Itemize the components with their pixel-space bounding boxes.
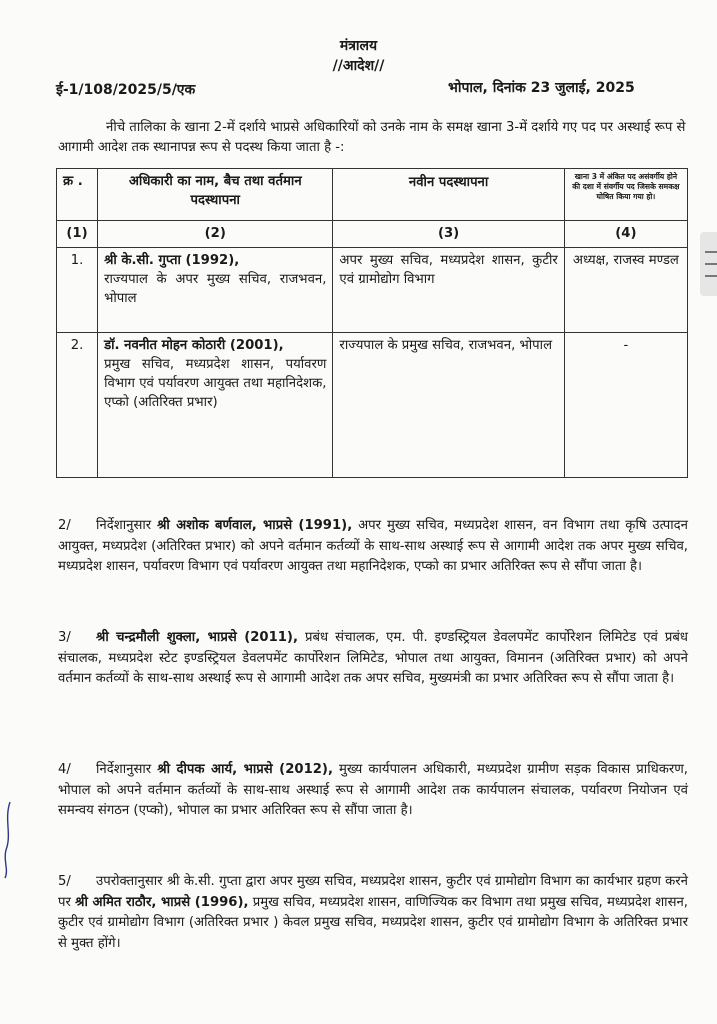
paragraph-5 — [58, 872, 688, 954]
officer-name-bold: श्री दीपक आर्य, भाप्रसे (2012), — [157, 762, 333, 777]
paragraph-4 — [58, 760, 688, 822]
col-number: (2) — [98, 221, 333, 248]
officer-current-post: प्रमुख सचिव, मध्यप्रदेश शासन, पर्यावरण विभाग एवं पर्यावरण आयुक्त तथा महानिदेशक, एप्को (अतिरिक्त प्रभार) — [104, 357, 327, 410]
order-title: //आदेश// — [332, 58, 385, 74]
row-sno: 2. — [57, 333, 98, 478]
paragraph-text: मुख्य कार्यपालन अधिकारी, मध्यप्रदेश ग्रामीण सड़क विकास प्राधिकरण, भोपाल को अपने वर्तमान कर्तव्यों के साथ-साथ अस्थाई रूप से आगामी आदेश तक कार्यपालन संचालक, पर्यावरण नियोजन एवं समन्वय संगठन (एप्को), भोपाल का प्रभार अतिरिक्त रूप से सौंपा जाता है। — [58, 762, 688, 818]
table-row — [57, 333, 688, 478]
row-equivalent: अध्यक्ष, राजस्व मण्डल — [564, 248, 687, 333]
row-officer — [98, 248, 333, 333]
row-new-posting: अपर मुख्य सचिव, मध्यप्रदेश शासन, कुटीर एवं ग्रामोद्योग विभाग — [333, 248, 564, 333]
officer-current-post: राज्यपाल के अपर मुख्य सचिव, राजभवन, भोपाल — [104, 272, 327, 306]
officer-name-bold: श्री अमित राठौर, भाप्रसे (1996), — [75, 894, 249, 910]
paragraph-text: उपरोक्तानुसार श्री के.सी. गुप्ता द्वारा अपर मुख्य सचिव, मध्यप्रदेश शासन, कुटीर एवं ग्रामोद्योग विभाग का कार्यभार ग्रहण करने पर — [58, 874, 688, 910]
header-officer: अधिकारी का नाम, बैच तथा वर्तमान पदस्थापना — [98, 169, 333, 221]
row-equivalent: - — [564, 333, 687, 478]
row-officer — [98, 333, 333, 478]
header-new-posting: नवीन पदस्थापना — [333, 169, 564, 221]
paragraph-text: निर्देशानुसार — [96, 762, 158, 777]
pen-mark-icon — [0, 800, 14, 880]
paragraph-number: 4/ — [58, 762, 71, 777]
table-header-row — [57, 169, 688, 221]
paragraph-text: प्रमुख सचिव, मध्यप्रदेश शासन, वाणिज्यिक कर विभाग तथा प्रमुख सचिव, मध्यप्रदेश शासन, कुटीर एवं ग्रामोद्योग विभाग (अतिरिक्त प्रभार ) केवल प्रमुख सचिव, मध्यप्रदेश शासन, कुटीर एवं ग्रामोद्योग विभाग के अतिरिक्त प्रभार से मुक्त होंगे। — [58, 894, 688, 951]
posting-table — [56, 168, 688, 478]
place-date: भोपाल, दिनांक 23 जुलाई, 2025 — [448, 80, 635, 96]
paragraph-text: निर्देशानुसार — [96, 518, 158, 533]
paragraph-3 — [58, 628, 688, 690]
officer-name-bold: श्री चन्द्रमौली शुक्ला, भाप्रसे (2011), — [96, 630, 298, 645]
paragraph-2 — [58, 516, 688, 578]
column-number-row — [57, 221, 688, 248]
row-sno: 1. — [57, 248, 98, 333]
paragraph-number: 5/ — [58, 874, 71, 889]
officer-name-bold: श्री अशोक बर्णवाल, भाप्रसे (1991), — [157, 518, 353, 533]
row-new-posting: राज्यपाल के प्रमुख सचिव, राजभवन, भोपाल — [333, 333, 564, 478]
menu-lines-icon — [700, 232, 717, 296]
ministry-title: मंत्रालय — [339, 38, 378, 54]
officer-name: डॉ. नवनीत मोहन कोठारी (2001), — [104, 338, 284, 353]
side-menu-handle[interactable] — [700, 232, 717, 296]
paragraph-number: 2/ — [58, 518, 71, 533]
paragraph-text: अपर मुख्य सचिव, मध्यप्रदेश शासन, वन विभाग तथा कृषि उत्पादन आयुक्त, मध्यप्रदेश (अतिरिक्त प्रभार) को अपने वर्तमान कर्तव्यों के साथ-साथ अस्थाई रूप से आगामी आदेश तक अपर मुख्य सचिव, मध्यप्रदेश शासन, पर्यावरण विभाग एवं पर्यावरण आयुक्त तथा महानिदेशक, एप्को का प्रभार अतिरिक्त रूप से सौंपा जाता है। — [58, 518, 688, 574]
paragraph-text: प्रबंध संचालक, एम. पी. इण्डस्ट्रियल डेवलपमेंट कार्पोरेशन लिमिटेड एवं प्रबंध संचालक, मध्यप्रदेश स्टेट इण्डस्ट्रियल डेवलपमेंट कार्पोरेशन लिमिटेड, भोपाल तथा आयुक्त, विमानन (अतिरिक्त प्रभार) को अपने वर्तमान कर्तव्यों के साथ-साथ अस्थाई रूप से आगामी आदेश तक अपर सचिव, मुख्यमंत्री का प्रभार अतिरिक्त रूप से सौंपा जाता है। — [58, 630, 688, 686]
header-sno: क्र . — [57, 169, 98, 221]
table-row — [57, 248, 688, 333]
officer-name: श्री के.सी. गुप्ता (1992), — [104, 253, 240, 268]
col-number: (4) — [564, 221, 687, 248]
paragraph-number: 3/ — [58, 630, 71, 645]
intro-paragraph: नीचे तालिका के खाना 2-में दर्शाये भाप्रसे अधिकारियों को उनके नाम के समक्ष खाना 3-में दर्शाये गए पद पर अस्थाई रूप से आगामी आदेश तक स्थानापन्न रूप से पदस्थ किया जाता है -: — [58, 120, 686, 155]
header-equivalent: खाना 3 में अंकित पद असंवर्गीय होने की दशा में संवर्गीय पद जिसके समकक्ष घोषित किया गया हो। — [564, 169, 687, 221]
col-number: (3) — [333, 221, 564, 248]
reference-number: ई-1/108/2025/5/एक — [56, 82, 196, 98]
col-number: (1) — [57, 221, 98, 248]
